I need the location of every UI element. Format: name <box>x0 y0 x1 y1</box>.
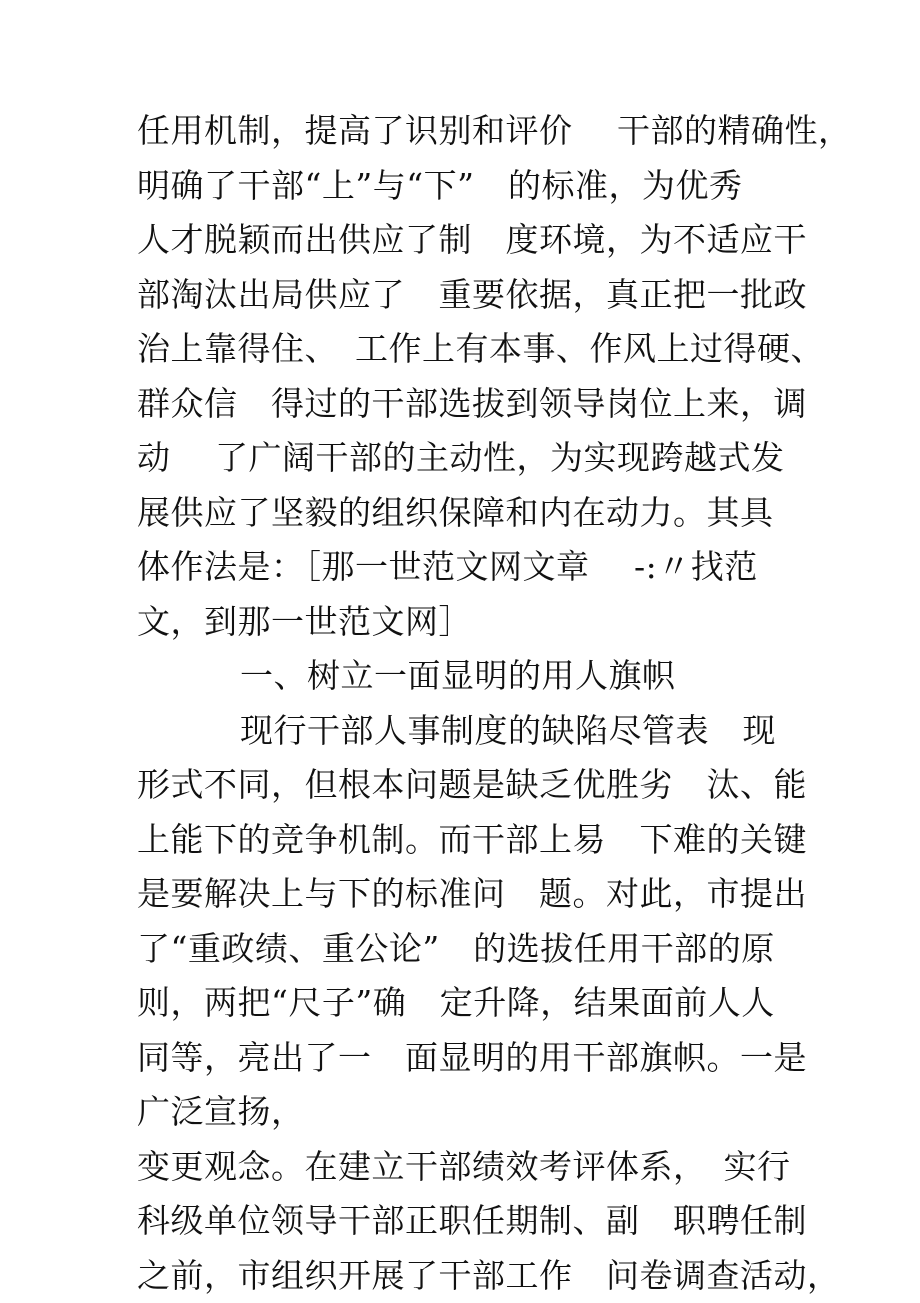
paragraph-first-line: 现行干部人事制度的缺陷尽管表 现 <box>137 704 797 759</box>
text-line: 广泛宣扬， <box>137 1085 797 1140</box>
text-line: 文，到那一世范文网］ <box>137 595 797 650</box>
section-heading: 一、树立一面显明的用人旗帜 <box>137 649 797 704</box>
text-line: 治上靠得住、 工作上有本事、作风上过得硬、 <box>137 322 797 377</box>
text-line: 了“重政绩、重公论” 的选拔任用干部的原 <box>137 922 797 977</box>
text-line: 则，两把“尺子”确 定升降，结果面前人人 <box>137 976 797 1031</box>
text-line: 动 了广阔干部的主动性，为实现跨越式发 <box>137 431 797 486</box>
text-line: 是要解决上与下的标准问 题。对此，市提出 <box>137 867 797 922</box>
text-line: 科级单位领导干部正职任期制、副 职聘任制 <box>137 1194 797 1249</box>
text-line: 之前，市组织开展了干部工作 问卷调查活动， <box>137 1249 797 1303</box>
text-line: 上能下的竞争机制。而干部上易 下难的关键 <box>137 813 797 868</box>
text-line: 群众信 得过的干部选拔到领导岗位上来，调 <box>137 377 797 432</box>
text-line: 部淘汰出局供应了 重要依据，真正把一批政 <box>137 268 797 323</box>
text-line: 人才脱颖而出供应了制 度环境，为不适应干 <box>137 213 797 268</box>
document-body <box>137 104 797 1303</box>
text-line: 变更观念。在建立干部绩效考评体系， 实行 <box>137 1140 797 1195</box>
text-line: 体作法是：［那一世范文网文章 -:〃找范 <box>137 540 797 595</box>
text-line: 形式不同，但根本问题是缺乏优胜劣 汰、能 <box>137 758 797 813</box>
text-line: 明确了干部“上”与“下” 的标准，为优秀 <box>137 159 797 214</box>
text-line: 任用机制，提高了识别和评价 干部的精确性， <box>137 104 797 159</box>
text-line: 同等，亮出了一 面显明的用干部旗帜。一是 <box>137 1031 797 1086</box>
text-line: 展供应了坚毅的组织保障和内在动力。其具 <box>137 486 797 541</box>
